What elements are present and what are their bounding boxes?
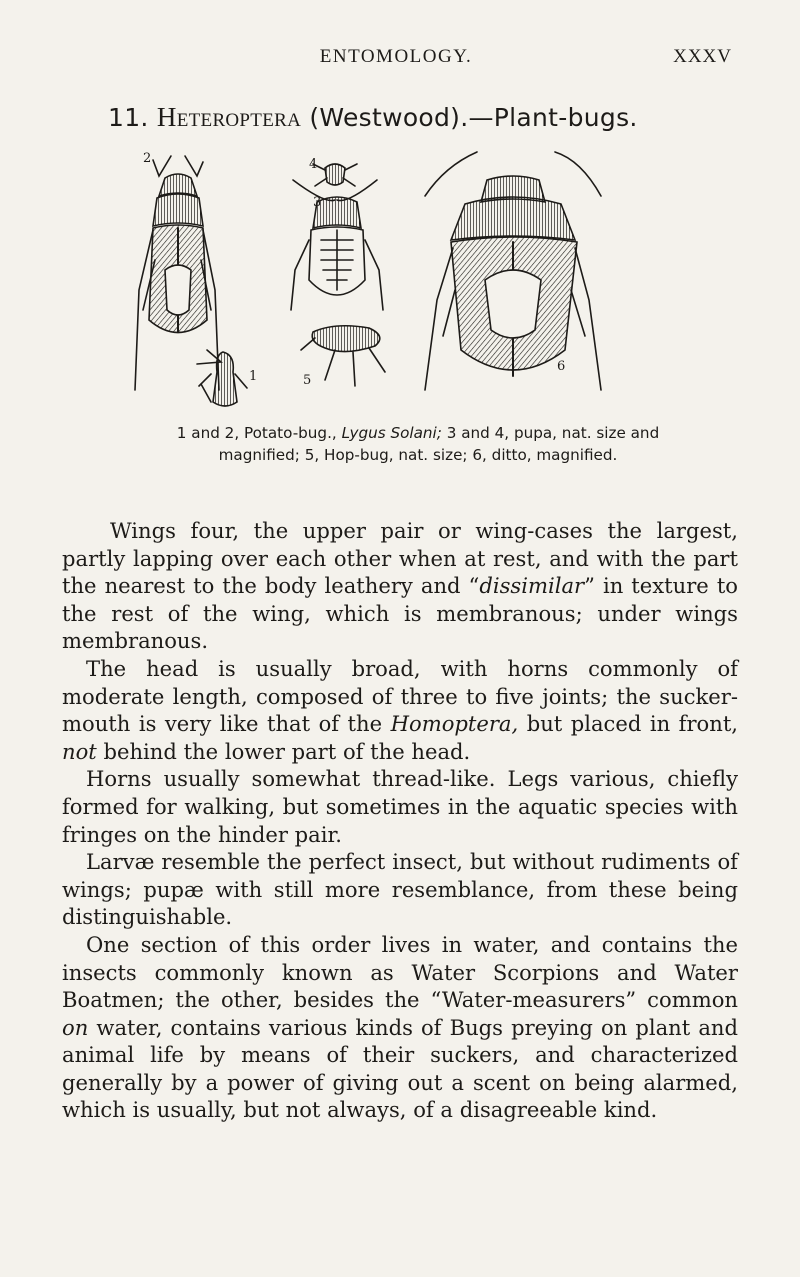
figure-label-1: 1 — [249, 369, 258, 384]
common-name: Plant-bugs. — [493, 103, 638, 132]
text: Wings four, the upper pair or wing-cases the largest, partly lapping over each other when at rest, and with the part the nearest to the body leathery and “ — [62, 518, 738, 599]
figure-label-4: 4 — [309, 157, 318, 172]
caption-line-2: magnified; 5, Hop-bug, nat. size; 6, ditto, magnified. — [218, 446, 618, 464]
section-number: 11. — [108, 103, 149, 132]
paragraph-head — [62, 655, 738, 765]
figure-label-2: 2 — [143, 151, 152, 166]
running-head — [60, 46, 732, 76]
figure-label-6: 6 — [557, 359, 566, 374]
bug-figure-1 — [197, 350, 247, 406]
caption-species: Lygus Solani; — [341, 424, 442, 442]
hop-bug-figure-6 — [425, 152, 601, 390]
bug-figure-2 — [135, 156, 219, 390]
pupa-figure-3 — [291, 180, 383, 310]
paragraph-sections — [62, 931, 738, 1124]
body-text — [62, 517, 738, 1124]
figure-label-3: 3 — [313, 195, 322, 210]
text: The head is usually broad, with horns commonly of moderate length, composed of three to five joints; the sucker-mouth is very like that of the — [62, 655, 738, 737]
running-title: ENTOMOLOGY. — [319, 46, 473, 67]
text: but placed in front, — [518, 711, 739, 737]
italic-term: Homoptera, — [390, 711, 519, 737]
order-author: (Westwood). — [309, 103, 469, 132]
text: One section of this order lives in water, and contains the insects commonly known as Water Scorpions and Water Boatmen; the other, besides the “Water-measurers” common — [62, 931, 738, 1013]
caption-text: 3 and 4, pupa, nat. size and — [441, 424, 660, 442]
heading-dash: — — [468, 103, 494, 132]
paragraph-wings — [62, 517, 738, 655]
text: ” in texture to the rest of the wing, which is membranous; under wings membranous. — [62, 573, 738, 654]
paragraph-larvae: Larvæ resemble the perfect insect, but without rudiments of wings; pupæ with still more resemblance, from these being distinguishable. — [62, 849, 738, 930]
page-number: XXXV — [673, 46, 732, 67]
figure-caption — [118, 422, 718, 466]
italic-term: dissimilar — [479, 573, 585, 599]
order-name: Heteroptera — [156, 102, 302, 132]
italic-term: not — [62, 738, 97, 764]
hop-bug-figure-5 — [301, 326, 385, 386]
text: behind the lower part of the head. — [96, 738, 471, 764]
italic-term: on — [62, 1014, 89, 1040]
text: water, contains various kinds of Bugs preying on plant and animal life by means of their suckers, and characterized generally by a power of giving out a scent on being alarmed, which is usually, but not always, of a disagreeable kind. — [62, 1014, 738, 1123]
caption-line-1 — [118, 422, 718, 444]
figure-label-5: 5 — [303, 373, 312, 388]
pupa-figure-4 — [313, 164, 357, 186]
paragraph-horns: Horns usually somewhat thread-like. Legs various, chiefly formed for walking, but sometimes in the aquatic species with fringes on the hinder pair. — [62, 766, 738, 847]
plant-bugs-illustration — [125, 140, 725, 410]
section-heading — [108, 102, 638, 133]
caption-text: 1 and 2, Potato-bug., — [176, 424, 342, 442]
